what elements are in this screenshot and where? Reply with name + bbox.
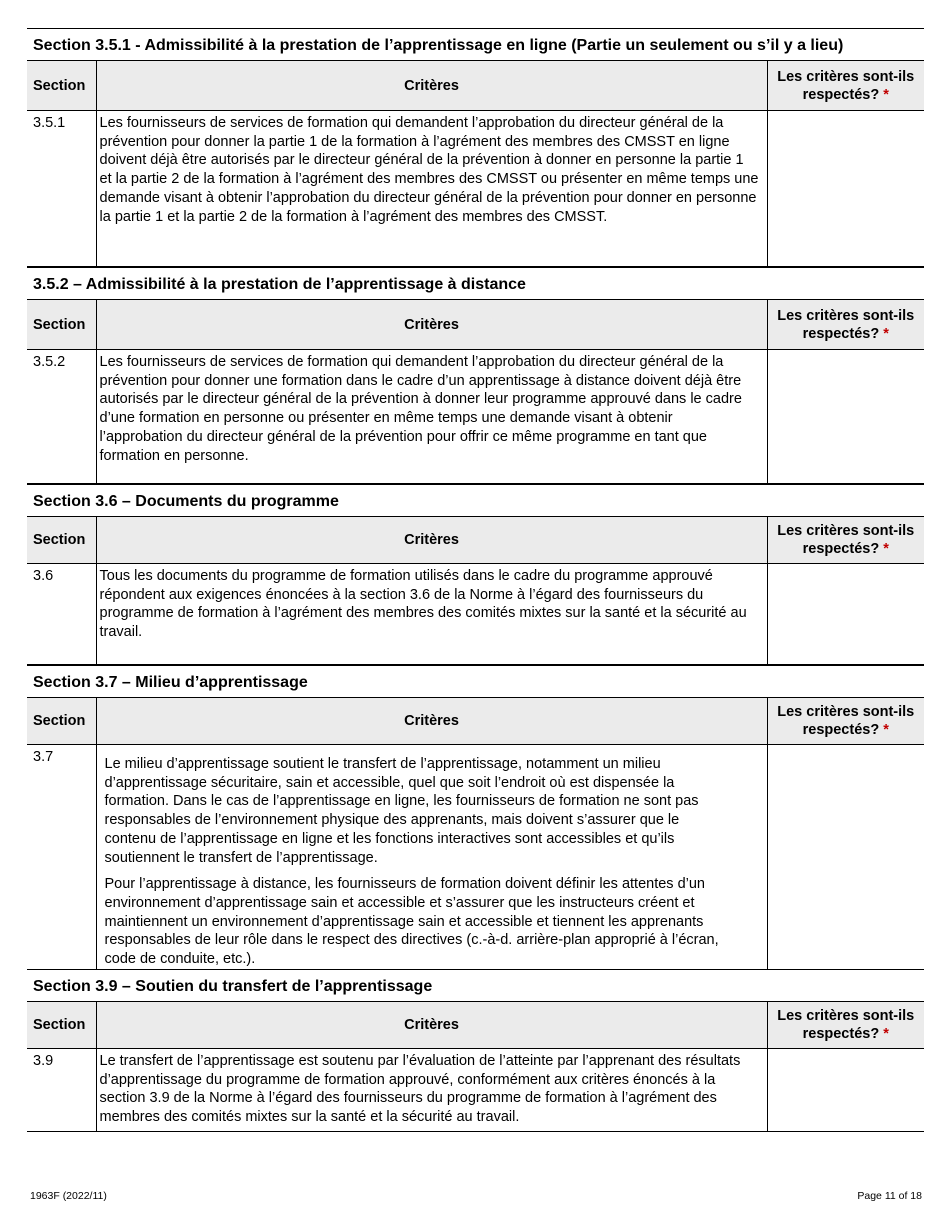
- header-section: Section: [27, 1002, 96, 1049]
- section-number: 3.6: [27, 564, 96, 665]
- section-3-6: [27, 484, 924, 665]
- required-asterisk: *: [883, 1026, 889, 1042]
- table-header-row: [27, 300, 924, 350]
- header-criteria-met: [767, 61, 924, 111]
- criteria-table: [27, 1001, 924, 1132]
- criteria-met-cell[interactable]: [767, 350, 924, 484]
- criteria-text: [96, 564, 767, 665]
- criteria-paragraph: Le transfert de l’apprentissage est soutenu par l’évaluation de l’atteinte par l’apprenant des résultats d’apprentissage du programme de formation approuvé, conformément aux critères énoncés à la section 3.9 de la Norme à l’égard des fournisseurs du programme de formation à l’agrément des membres des comités mixtes sur la santé et la sécurité au travail.: [99, 1053, 741, 1126]
- table-header-row: [27, 61, 924, 111]
- criteria-met-cell[interactable]: [767, 564, 924, 665]
- table-row: [27, 745, 924, 970]
- header-criteria: Critères: [96, 517, 767, 564]
- section-title: Section 3.9 – Soutien du transfert de l’apprentissage: [33, 978, 433, 995]
- header-section: Section: [27, 698, 96, 745]
- section-title: Section 3.6 – Documents du programme: [27, 484, 924, 516]
- section-number: 3.5.1: [27, 111, 96, 267]
- section-title: Section 3.7 – Milieu d’apprentissage: [27, 665, 924, 697]
- criteria-paragraph: Les fournisseurs de services de formation qui demandent l’approbation du directeur général de la prévention pour donner une formation dans le cadre d’un apprentissage à distance doivent déjà être autorisés par le directeur général de la prévention à donner leur programme approuvé dans le cadre d’une formation en personne ou présenter en même temps une demande visant à obtenir l’approbation du directeur général de la prévention pour offrir ce même programme en tant que formation en personne.: [99, 354, 742, 464]
- form-page: [27, 28, 924, 1132]
- section-3-5-2: [27, 267, 924, 484]
- header-criteria-met: [767, 698, 924, 745]
- criteria-table: [27, 299, 924, 484]
- criteria-table: [27, 60, 924, 267]
- section-3-7: [27, 665, 924, 970]
- required-asterisk: *: [883, 325, 889, 342]
- required-asterisk: *: [883, 541, 889, 557]
- form-id: 1963F (2022/11): [30, 1190, 107, 1202]
- table-header-row: [27, 517, 924, 564]
- section-number: 3.7: [27, 745, 96, 970]
- criteria-text: [96, 745, 767, 970]
- header-criteria: Critères: [96, 300, 767, 350]
- criteria-paragraph: Pour l’apprentissage à distance, les fournisseurs de formation doivent définir les attentes d’un environnement d’apprentissage sain et accessible et s’assurer que les instructeurs créent et maintiennent un environnement d’apprentissage sain et accessible et tiennent les apprenants responsables de leur rôle dans le respect des directives (c.-à-d. arrière-plan approprié à l’écran, code de conduite, etc.).: [104, 876, 719, 968]
- table-header-row: [27, 1002, 924, 1049]
- table-row: [27, 350, 924, 484]
- header-section: Section: [27, 61, 96, 111]
- criteria-paragraph: Les fournisseurs de services de formation qui demandent l’approbation du directeur général de la prévention pour donner la partie 1 de la formation à l’agrément des membres des CMSST en ligne doivent déjà être autorisés par le directeur général de la prévention à donner en personne la partie 1 et la partie 2 de la formation à l’agrément des membres des CMSST ou présenter en même temps une demande visant à obtenir l’approbation du directeur général de la prévention pour donner en personne la partie 1 et la partie 2 de la formation à l’agrément des membres des CMSST.: [99, 115, 759, 225]
- criteria-met-cell[interactable]: [767, 745, 924, 970]
- header-met-label: Les critères sont-ils respectés?: [777, 1008, 915, 1042]
- criteria-text: [96, 111, 767, 267]
- header-met-label: Les critères sont-ils respectés?: [777, 307, 915, 342]
- table-row: [27, 1049, 924, 1132]
- section-3-9: [27, 970, 924, 1132]
- criteria-met-cell[interactable]: [767, 1049, 924, 1132]
- section-number: 3.5.2: [27, 350, 96, 484]
- table-header-row: [27, 698, 924, 745]
- criteria-table: [27, 516, 924, 665]
- table-row: [27, 564, 924, 665]
- header-criteria: Critères: [96, 698, 767, 745]
- criteria-met-cell[interactable]: [767, 111, 924, 267]
- table-row: [27, 111, 924, 267]
- criteria-text: [96, 350, 767, 484]
- header-criteria: Critères: [96, 1002, 767, 1049]
- section-3-5-1: [27, 28, 924, 267]
- header-met-label: Les critères sont-ils respectés?: [777, 68, 915, 103]
- header-criteria-met: [767, 517, 924, 564]
- criteria-paragraph: Le milieu d’apprentissage soutient le transfert de l’apprentissage, notamment un milieu d’apprentissage sécuritaire, sain et accessible, quel que soit l’endroit où est dispensée la formation. Dans le cas de l’apprentissage en ligne, les fournisseurs de formation ne sont pas responsables de l’environnement physique des apprenants, mais doivent s’assurer que le contenu de l’apprentissage en ligne et les fonctions interactives sont accessibles et qu’ils soutiennent le transfert de l’apprentissage.: [104, 756, 699, 866]
- section-number: 3.9: [27, 1049, 96, 1132]
- page-number: Page 11 of 18: [857, 1190, 922, 1202]
- required-asterisk: *: [883, 722, 889, 738]
- header-section: Section: [27, 517, 96, 564]
- required-asterisk: *: [883, 86, 889, 103]
- header-criteria-met: [767, 300, 924, 350]
- section-title: 3.5.2 – Admissibilité à la prestation de l’apprentissage à distance: [27, 267, 924, 299]
- criteria-text: [96, 1049, 767, 1132]
- header-met-label: Les critères sont-ils respectés?: [777, 704, 915, 738]
- criteria-table: [27, 697, 924, 970]
- header-met-label: Les critères sont-ils respectés?: [777, 523, 915, 557]
- header-criteria-met: [767, 1002, 924, 1049]
- section-title: Section 3.5.1 - Admissibilité à la prestation de l’apprentissage en ligne (Partie un seulement ou s’il y a lieu): [27, 28, 924, 60]
- header-section: Section: [27, 300, 96, 350]
- header-criteria: Critères: [96, 61, 767, 111]
- criteria-paragraph: Tous les documents du programme de formation utilisés dans le cadre du programme approuvé répondent aux exigences énoncées à la section 3.6 de la Norme à l’égard des fournisseurs du programme de formation à l’agrément des membres des comités mixtes sur la santé et la sécurité au travail.: [99, 568, 747, 641]
